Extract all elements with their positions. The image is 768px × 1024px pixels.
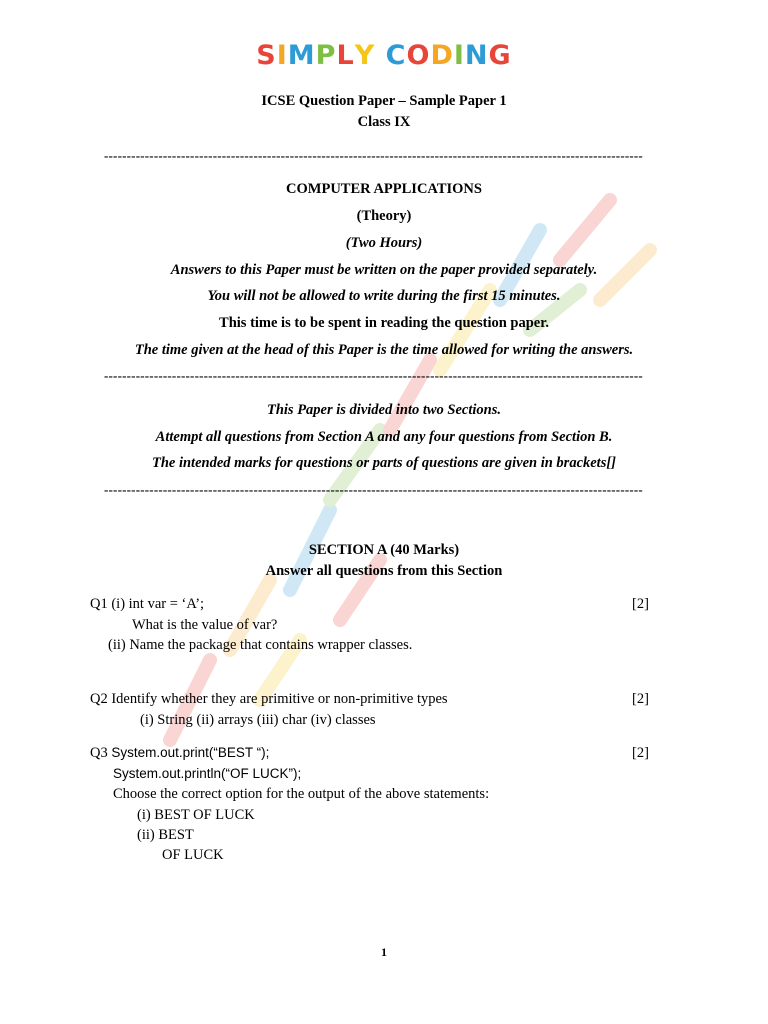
q3-option-1: (i) BEST OF LUCK	[137, 807, 255, 823]
q3-code2: System.out.println(“OF LUCK”);	[113, 766, 302, 781]
q3-line1	[90, 745, 269, 762]
sections-info-line: This Paper is divided into two Sections.	[266, 402, 502, 418]
logo-letter: I	[276, 40, 288, 71]
q2-line2: (i) String (ii) arrays (iii) char (iv) classes	[140, 712, 376, 728]
logo-letter: P	[315, 40, 337, 71]
logo-letter: I	[453, 40, 465, 71]
simply-coding-logo	[0, 40, 768, 71]
logo-letter: C	[385, 40, 407, 71]
q3-marks: [2]	[632, 745, 649, 761]
logo-letter: Y	[354, 40, 376, 71]
instruction-line: You will not be allowed to write during the first 15 minutes.	[207, 288, 561, 304]
divider: -----------------------------------------------------------------------------------------------------------------------	[104, 482, 643, 497]
q3-line3: Choose the correct option for the output of the above statements:	[113, 786, 490, 802]
logo-letter: S	[256, 40, 277, 71]
q1-line1: Q1 (i) int var = ‘A’;	[90, 596, 205, 612]
sections-info-line: Attempt all questions from Section A and any four questions from Section B.	[155, 429, 613, 445]
q1-line3: (ii) Name the package that contains wrapper classes.	[108, 637, 413, 653]
section-a-title: SECTION A (40 Marks)	[308, 542, 460, 558]
subject-theory: (Theory)	[356, 208, 412, 224]
instruction-line: This time is to be spent in reading the question paper.	[219, 315, 549, 331]
logo-letter: L	[336, 40, 355, 71]
q1-marks: [2]	[632, 596, 649, 612]
q3-code1: System.out.print(“BEST “);	[111, 745, 270, 760]
logo-letter: O	[406, 40, 431, 71]
q3-option-2: (ii) BEST	[137, 827, 194, 843]
logo-letter: N	[464, 40, 489, 71]
q3-option-2-cont: OF LUCK	[162, 847, 224, 863]
q2-marks: [2]	[632, 691, 649, 707]
divider: -----------------------------------------------------------------------------------------------------------------------	[104, 368, 643, 383]
sections-info-line: The intended marks for questions or parts of questions are given in brackets[]	[151, 455, 617, 471]
q3-prefix: Q3	[90, 745, 112, 761]
class-label: Class IX	[357, 114, 411, 130]
section-a-subtitle: Answer all questions from this Section	[265, 563, 503, 579]
page-number: 1	[381, 945, 387, 959]
paper-title: ICSE Question Paper – Sample Paper 1	[261, 93, 507, 109]
logo-letter	[375, 40, 385, 71]
q2-line1: Q2 Identify whether they are primitive or non-primitive types	[90, 691, 448, 707]
subject-duration: (Two Hours)	[345, 235, 423, 251]
subject-name: COMPUTER APPLICATIONS	[286, 181, 482, 197]
logo-letter: D	[430, 40, 454, 71]
divider: -----------------------------------------------------------------------------------------------------------------------	[104, 148, 643, 163]
logo-letter: G	[488, 40, 512, 71]
q1-line2: What is the value of var?	[132, 617, 278, 633]
instruction-line: The time given at the head of this Paper is the time allowed for writing the answers.	[134, 342, 634, 358]
instruction-line: Answers to this Paper must be written on the paper provided separately.	[170, 262, 598, 278]
logo-letter: M	[287, 40, 316, 71]
